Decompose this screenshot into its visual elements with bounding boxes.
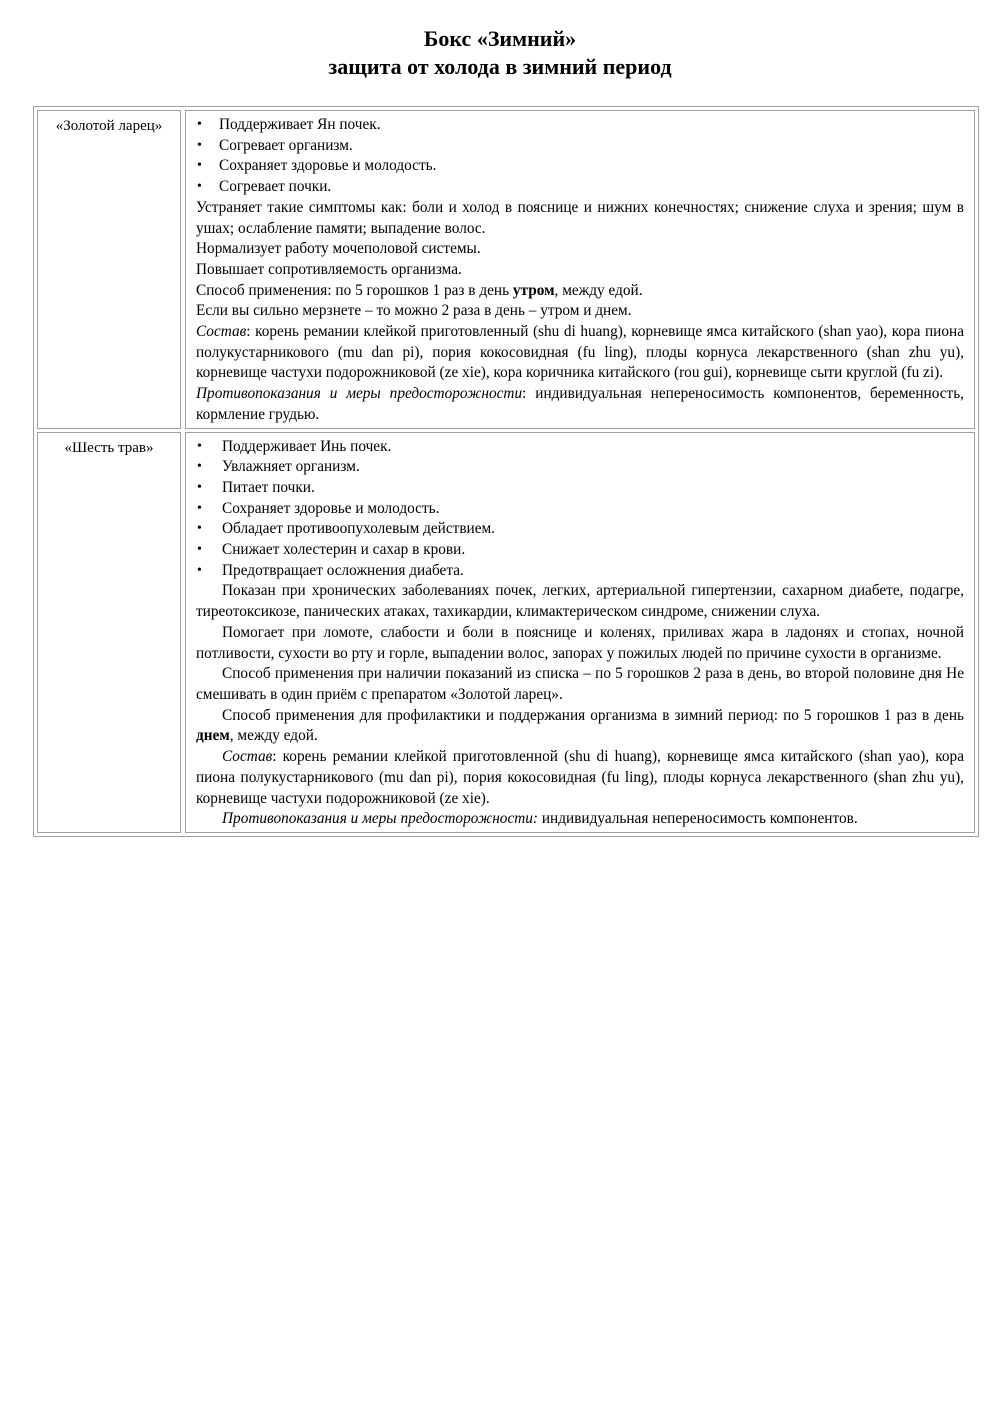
list-item: • Согревает организм. bbox=[196, 136, 964, 157]
contraindications-paragraph bbox=[196, 384, 964, 425]
usage-text-end: , между едой. bbox=[229, 727, 318, 745]
contraindications-paragraph bbox=[196, 809, 964, 830]
composition-text: : корень ремании клейкой приготовленной (shu di huang), корневище ямса китайского (shan yao), кора пиона полукустарникового (mu dan pi), пория кокосовидная (fu ling), плоды корнуса лекарственного (shan zhu yu), корневище частухи подорожниковой (ze xie). bbox=[196, 748, 964, 807]
product-name-cell bbox=[37, 432, 181, 833]
composition-paragraph bbox=[196, 747, 964, 809]
symptoms-paragraph: Устраняет такие симптомы как: боли и холод в пояснице и нижних конечностях; снижение слуха и зрения; шум в ушах; ослабление памяти; выпадение волос. bbox=[196, 198, 964, 237]
list-item: • Поддерживает Ян почек. bbox=[196, 115, 964, 136]
composition-paragraph bbox=[196, 322, 964, 384]
composition-text: : корень ремании клейкой приготовленный (shu di huang), корневище ямса китайского (shan yao), кора пиона полукустарникового (mu dan pi), пория кокосовидная (fu ling), плоды корнуса лекарственного (shan zhu yu), корневище частухи подорожниковой (ze xie), кора коричника китайского (rou gui), корневище сыти круглой (fu zi). bbox=[196, 323, 964, 382]
product-name: «Золотой ларец» bbox=[55, 118, 163, 134]
product-name: «Шесть трав» bbox=[64, 439, 154, 456]
composition-label: Состав bbox=[196, 323, 247, 341]
list-item: • Сохраняет здоровье и молодость. bbox=[196, 156, 964, 177]
list-item: • Согревает почки. bbox=[196, 177, 964, 198]
list-item: • Питает почки. bbox=[196, 478, 964, 499]
usage-paragraph: Способ применения при наличии показаний из списка – по 5 горошков 2 раза в день, во второй половине дня Не смешивать в один приём с препаратом «Золотой ларец». bbox=[196, 665, 964, 703]
usage-text: Способ применения для профилактики и поддержания организма в зимний период: по 5 горошков 1 раз в день bbox=[222, 706, 964, 724]
list-item: • Поддерживает Инь почек. bbox=[196, 437, 964, 458]
list-item: • Увлажняет организм. bbox=[196, 457, 964, 478]
indications-paragraph: Показан при хронических заболеваниях почек, легких, артериальной гипертензии, сахарном диабете, подагре, тиреотоксикозе, панических атаках, тахикардии, климактерическом синдроме, снижении слуха. bbox=[196, 582, 964, 621]
contraindications-label: Противопоказания и меры предосторожности: bbox=[222, 810, 539, 828]
page-subtitle: защита от холода в зимний период bbox=[328, 54, 672, 79]
usage-paragraph bbox=[196, 281, 964, 302]
list-item: • Сохраняет здоровье и молодость. bbox=[196, 499, 964, 520]
helps-paragraph: Помогает при ломоте, слабости и боли в пояснице и коленях, приливах жара в ладонях и стопах, ночной потливости, сухости во рту и горле, выпадении волос, запорах у пожилых людей по причине сухости в организме. bbox=[196, 623, 964, 662]
cold-note-paragraph: Если вы сильно мерзнете – то можно 2 раза в день – утром и днем. bbox=[196, 302, 632, 320]
page-title: Бокс «Зимний» bbox=[423, 26, 577, 51]
usage-time: утром bbox=[512, 281, 555, 299]
contraindications-text: индивидуальная непереносимость компонентов. bbox=[538, 810, 858, 828]
contraindications-text: : индивидуальная непереносимость компонентов, беременность, кормление грудью. bbox=[196, 385, 965, 423]
usage-text-end: , между едой. bbox=[554, 281, 643, 299]
table-row bbox=[37, 432, 975, 833]
list-item: • Обладает противоопухолевым действием. bbox=[196, 519, 964, 540]
product-description-cell bbox=[185, 110, 975, 429]
composition-label: Состав bbox=[222, 748, 273, 766]
table-row bbox=[37, 110, 975, 429]
prevention-usage-paragraph bbox=[196, 706, 964, 747]
normalize-paragraph: Нормализует работу мочеполовой системы. bbox=[196, 240, 481, 258]
product-description-cell bbox=[185, 432, 975, 833]
list-item: • Снижает холестерин и сахар в крови. bbox=[196, 540, 964, 561]
usage-text: Способ применения: по 5 горошков 1 раз в день bbox=[196, 281, 513, 299]
products-table bbox=[33, 106, 979, 837]
resistance-paragraph: Повышает сопротивляемость организма. bbox=[196, 260, 462, 278]
product-name-cell bbox=[37, 110, 181, 429]
usage-time: днем bbox=[196, 727, 230, 745]
list-item: • Предотвращает осложнения диабета. bbox=[196, 561, 964, 582]
contraindications-label: Противопоказания и меры предосторожности bbox=[196, 385, 523, 403]
